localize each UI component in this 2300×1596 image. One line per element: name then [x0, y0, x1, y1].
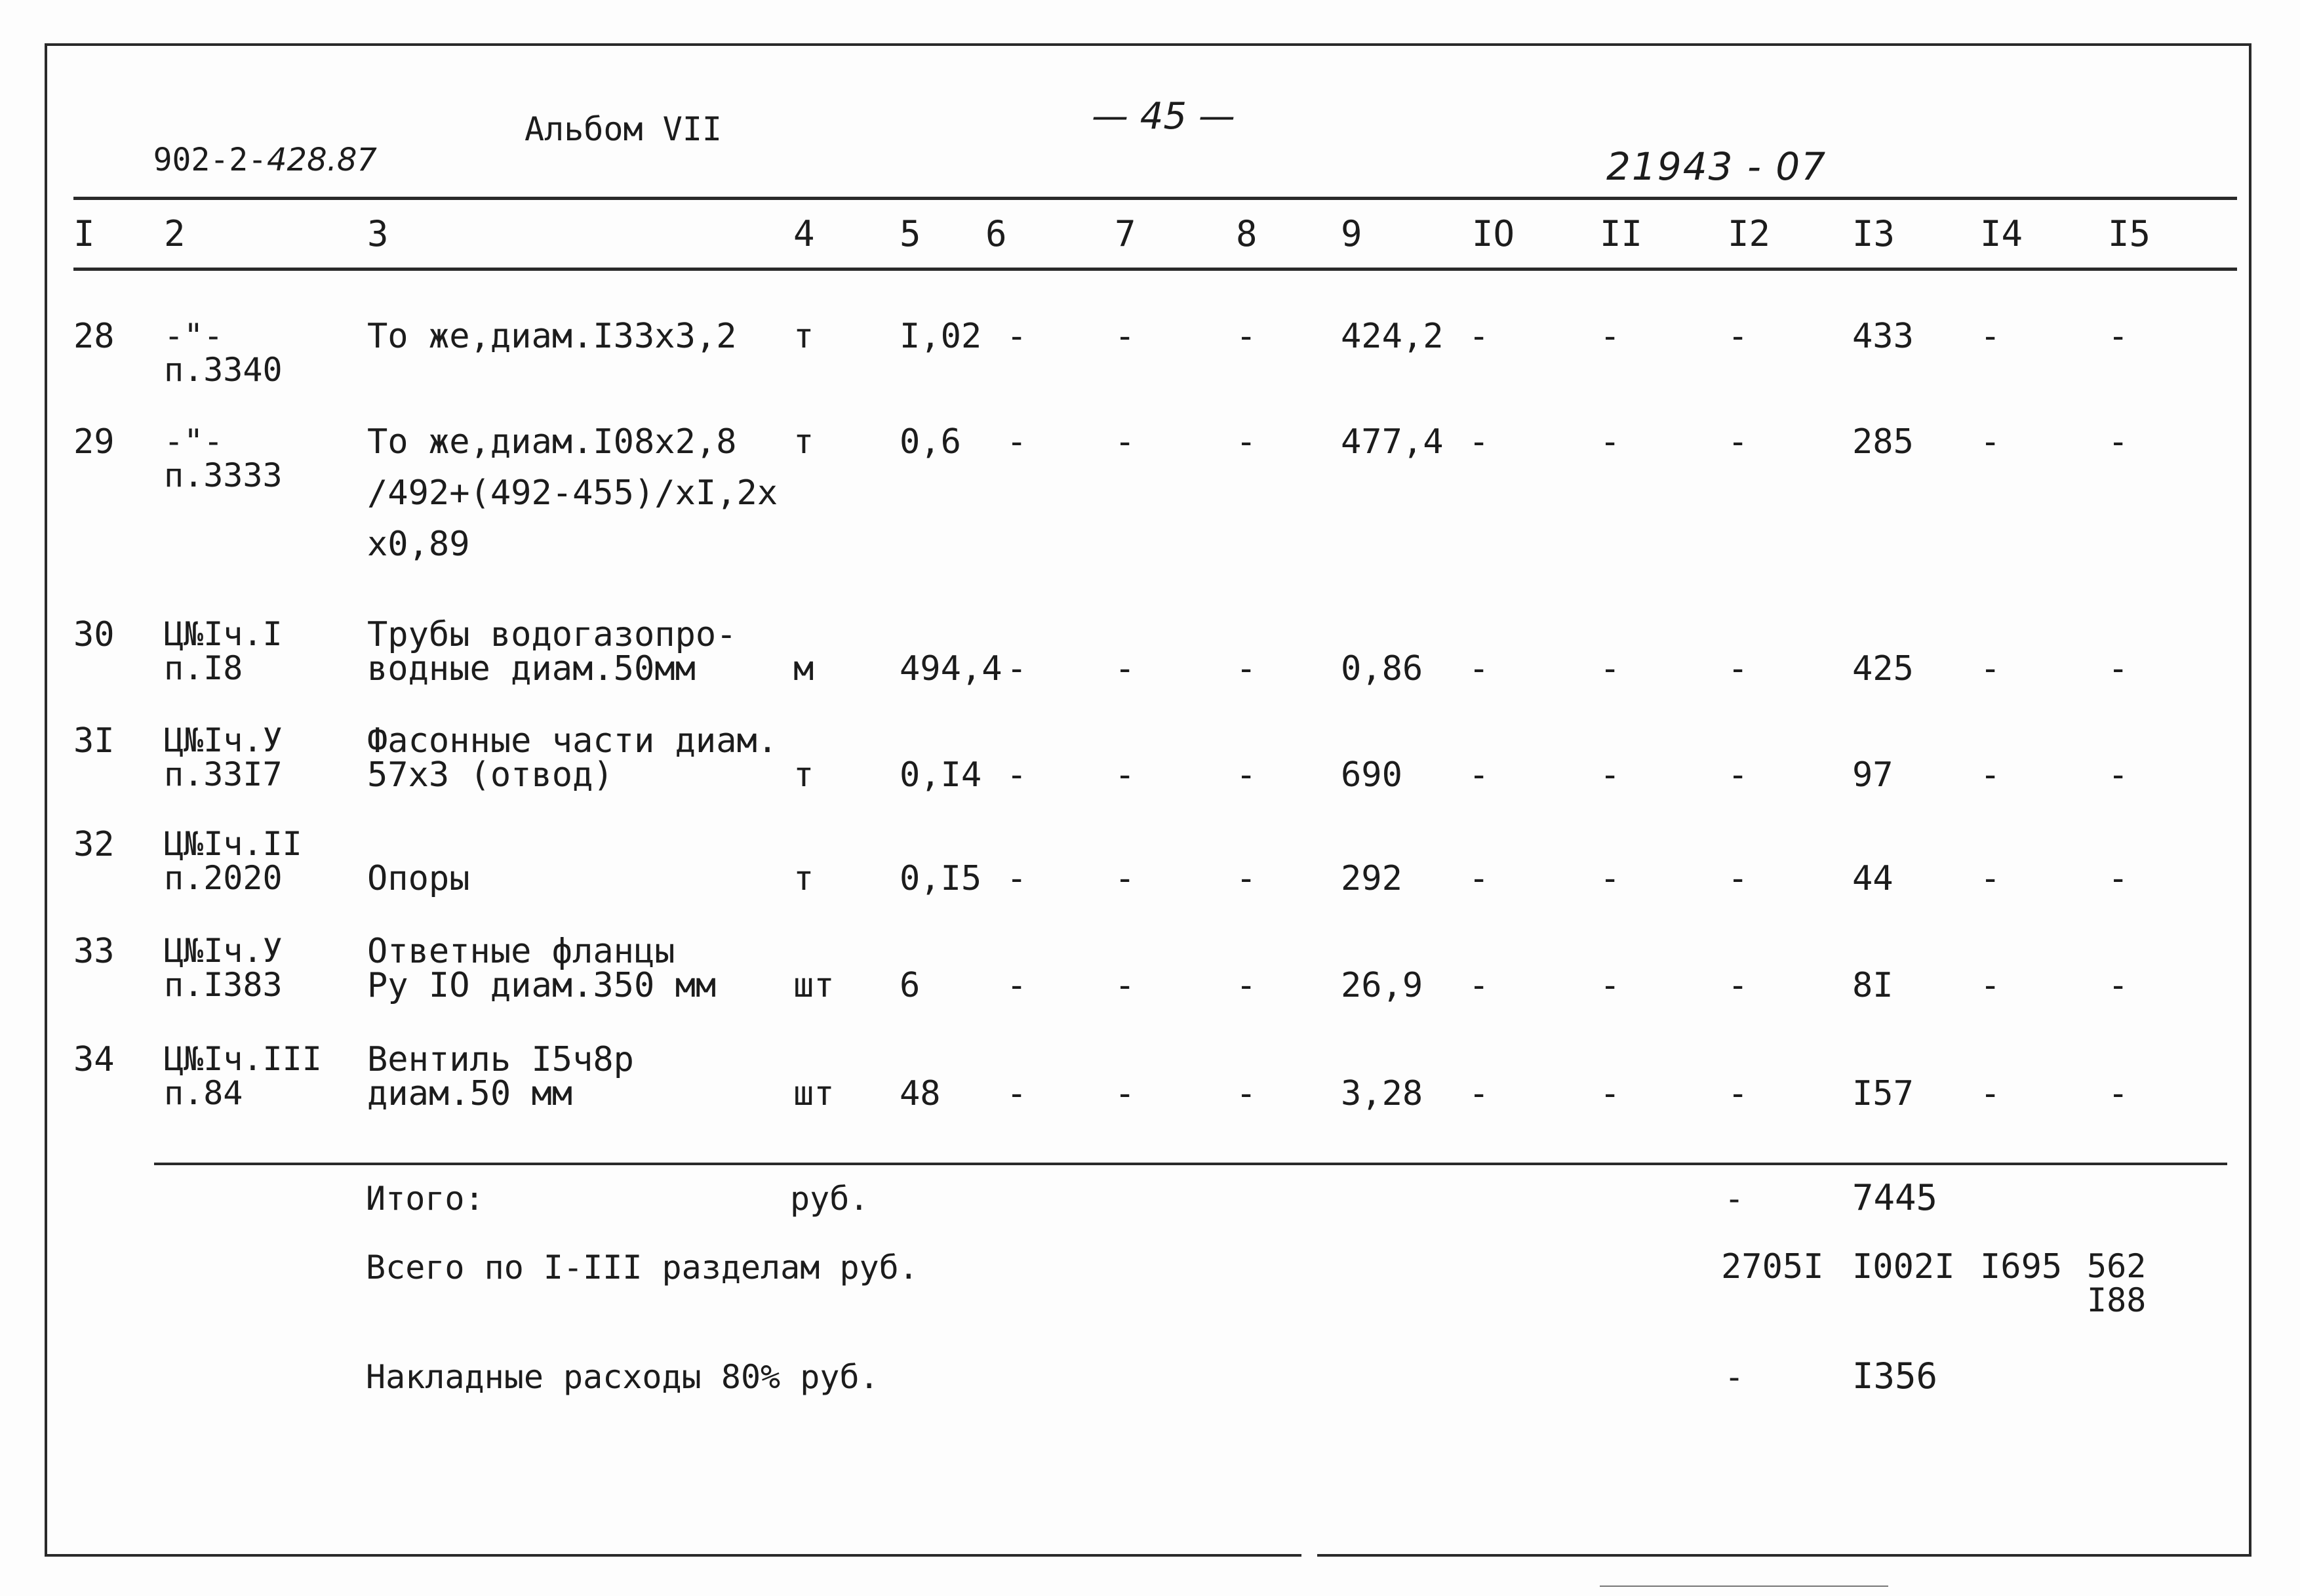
- row-name: Трубы водогазопро-: [367, 615, 737, 654]
- row-col7: -: [1115, 1074, 1136, 1113]
- row-number: 28: [73, 317, 115, 356]
- row-col12: -: [1728, 755, 1749, 795]
- nakl-col13: I356: [1852, 1355, 1938, 1397]
- row-reference: Ц№Iч.У: [164, 721, 283, 759]
- row-col15: -: [2108, 966, 2129, 1005]
- row-col15: -: [2108, 859, 2129, 898]
- frame-gap: [1301, 1547, 1317, 1563]
- row-reference: -"-: [164, 422, 224, 460]
- row-price: 424,2: [1341, 317, 1444, 356]
- row-name: Ру IO диам.350 мм: [367, 966, 717, 1005]
- row-name: водные диам.50мм: [367, 649, 696, 688]
- row-col8: -: [1236, 1074, 1257, 1113]
- row-col8: -: [1236, 859, 1257, 898]
- row-qty: 0,I4: [900, 755, 982, 795]
- vsego-label: Всего по I-III разделам руб.: [366, 1248, 919, 1287]
- row-reference: п.2020: [164, 859, 283, 897]
- row-col6: -: [1006, 422, 1027, 462]
- column-number: 6: [985, 213, 1007, 254]
- itogo-unit: руб.: [790, 1180, 869, 1218]
- row-reference: п.33I7: [164, 755, 283, 793]
- column-number: 9: [1341, 213, 1362, 254]
- row-reference: Ц№Iч.III: [164, 1040, 322, 1078]
- row-reference: п.I383: [164, 966, 283, 1004]
- page-number: — 45 —: [1092, 95, 1235, 138]
- row-reference: п.3333: [164, 456, 283, 494]
- row-col7: -: [1115, 649, 1136, 688]
- row-unit: шт: [793, 1074, 835, 1113]
- row-reference: п.84: [164, 1074, 243, 1112]
- row-number: 34: [73, 1040, 115, 1079]
- row-col8: -: [1236, 422, 1257, 462]
- column-number: 4: [793, 213, 815, 254]
- row-total: 425: [1852, 649, 1914, 688]
- row-col11: -: [1600, 966, 1621, 1005]
- row-name: То же,диам.I08x2,8: [367, 422, 737, 462]
- row-col14: -: [1980, 649, 2001, 688]
- row-qty: 0,I5: [900, 859, 982, 898]
- row-col12: -: [1728, 859, 1749, 898]
- row-price: 477,4: [1341, 422, 1444, 462]
- vsego-col15-line2: I88: [2087, 1281, 2147, 1319]
- column-number: 5: [900, 213, 921, 254]
- header-top-rule: [73, 197, 2237, 200]
- row-name: /492+(492-455)/xI,2x: [367, 473, 778, 513]
- row-col6: -: [1006, 1074, 1027, 1113]
- row-col12: -: [1728, 649, 1749, 688]
- row-col14: -: [1980, 859, 2001, 898]
- itogo-label: Итого:: [366, 1180, 485, 1218]
- row-col12: -: [1728, 1074, 1749, 1113]
- row-col7: -: [1115, 966, 1136, 1005]
- footer-mark: [1600, 1586, 1888, 1587]
- row-unit: т: [793, 422, 814, 462]
- vsego-col15-line1: 562: [2087, 1247, 2147, 1285]
- doc-code: [77, 113, 377, 207]
- row-col14: -: [1980, 1074, 2001, 1113]
- row-number: 29: [73, 422, 115, 462]
- row-col12: -: [1728, 317, 1749, 356]
- row-reference: -"-: [164, 317, 224, 355]
- row-unit: т: [793, 859, 814, 898]
- row-reference: п.I8: [164, 649, 243, 687]
- row-col8: -: [1236, 755, 1257, 795]
- column-number: IO: [1472, 213, 1515, 254]
- nakl-col12: -: [1724, 1358, 1745, 1396]
- itogo-col13: 7445: [1852, 1177, 1938, 1218]
- row-col12: -: [1728, 966, 1749, 1005]
- row-col14: -: [1980, 317, 2001, 356]
- column-number: I3: [1852, 213, 1895, 254]
- row-col7: -: [1115, 422, 1136, 462]
- row-col6: -: [1006, 649, 1027, 688]
- row-number: 30: [73, 615, 115, 654]
- column-number: 3: [367, 213, 389, 254]
- summary-rule: [154, 1163, 2227, 1165]
- column-number: I5: [2108, 213, 2151, 254]
- row-unit: т: [793, 755, 814, 795]
- row-name: Опоры: [367, 859, 470, 898]
- row-name: 57x3 (отвод): [367, 755, 614, 795]
- column-number: I: [73, 213, 95, 254]
- row-reference: Ц№Iч.I: [164, 615, 283, 653]
- row-col15: -: [2108, 1074, 2129, 1113]
- row-col8: -: [1236, 649, 1257, 688]
- row-col10: -: [1469, 422, 1490, 462]
- row-name: диам.50 мм: [367, 1074, 573, 1113]
- row-col7: -: [1115, 755, 1136, 795]
- row-col6: -: [1006, 317, 1027, 356]
- row-number: 32: [73, 825, 115, 864]
- drawing-stamp-number: 21943 - 07: [1606, 144, 1827, 189]
- nakl-label: Накладные расходы 80% руб.: [366, 1358, 879, 1396]
- row-name: x0,89: [367, 525, 470, 564]
- row-col15: -: [2108, 317, 2129, 356]
- row-number: 3I: [73, 721, 115, 761]
- row-col14: -: [1980, 966, 2001, 1005]
- row-name: Вентиль I5ч8р: [367, 1040, 634, 1079]
- column-number: 2: [164, 213, 186, 254]
- row-price: 3,28: [1341, 1074, 1423, 1113]
- row-total: 8I: [1852, 966, 1894, 1005]
- row-col15: -: [2108, 649, 2129, 688]
- row-name: Фасонные части диам.: [367, 721, 778, 761]
- row-name: То же,диам.I33x3,2: [367, 317, 737, 356]
- row-price: 292: [1341, 859, 1402, 898]
- column-number: 8: [1236, 213, 1258, 254]
- row-unit: т: [793, 317, 814, 356]
- row-col10: -: [1469, 317, 1490, 356]
- row-col12: -: [1728, 422, 1749, 462]
- row-col7: -: [1115, 317, 1136, 356]
- row-reference: Ц№Iч.У: [164, 932, 283, 970]
- row-qty: 494,4: [900, 649, 1002, 688]
- row-col10: -: [1469, 966, 1490, 1005]
- row-price: 0,86: [1341, 649, 1423, 688]
- row-total: 97: [1852, 755, 1894, 795]
- itogo-col12: -: [1724, 1180, 1745, 1218]
- doc-code-handwritten: 428.87: [266, 142, 377, 178]
- row-unit: м: [793, 649, 814, 688]
- row-col10: -: [1469, 859, 1490, 898]
- row-col10: -: [1469, 1074, 1490, 1113]
- row-qty: 6: [900, 966, 921, 1005]
- album-title: Альбом VII: [525, 110, 723, 148]
- row-total: 285: [1852, 422, 1914, 462]
- row-number: 33: [73, 932, 115, 971]
- row-price: 690: [1341, 755, 1402, 795]
- row-col8: -: [1236, 317, 1257, 356]
- row-col11: -: [1600, 422, 1621, 462]
- column-number: II: [1600, 213, 1643, 254]
- row-col15: -: [2108, 755, 2129, 795]
- row-col6: -: [1006, 859, 1027, 898]
- row-col11: -: [1600, 649, 1621, 688]
- row-price: 26,9: [1341, 966, 1423, 1005]
- row-reference: Ц№Iч.II: [164, 825, 302, 863]
- row-col11: -: [1600, 317, 1621, 356]
- row-col14: -: [1980, 755, 2001, 795]
- row-col6: -: [1006, 966, 1027, 1005]
- header-bottom-rule: [73, 268, 2237, 271]
- row-name: Ответные фланцы: [367, 932, 675, 971]
- row-col7: -: [1115, 859, 1136, 898]
- vsego-col12: 2705I: [1721, 1247, 1824, 1287]
- row-col11: -: [1600, 1074, 1621, 1113]
- row-total: 433: [1852, 317, 1914, 356]
- row-col15: -: [2108, 422, 2129, 462]
- row-qty: 0,6: [900, 422, 961, 462]
- column-number: I2: [1728, 213, 1771, 254]
- column-number: I4: [1980, 213, 2023, 254]
- row-total: I57: [1852, 1074, 1914, 1113]
- row-reference: п.3340: [164, 351, 283, 389]
- doc-code-prefix: 902-2-: [153, 142, 267, 178]
- row-col10: -: [1469, 649, 1490, 688]
- row-col14: -: [1980, 422, 2001, 462]
- vsego-col13: I002I: [1852, 1247, 1955, 1287]
- row-total: 44: [1852, 859, 1894, 898]
- row-col11: -: [1600, 755, 1621, 795]
- row-col10: -: [1469, 755, 1490, 795]
- row-qty: 48: [900, 1074, 941, 1113]
- row-col8: -: [1236, 966, 1257, 1005]
- row-unit: шт: [793, 966, 835, 1005]
- column-number: 7: [1115, 213, 1136, 254]
- row-col6: -: [1006, 755, 1027, 795]
- row-col11: -: [1600, 859, 1621, 898]
- row-qty: I,02: [900, 317, 982, 356]
- vsego-col14: I695: [1980, 1247, 2063, 1287]
